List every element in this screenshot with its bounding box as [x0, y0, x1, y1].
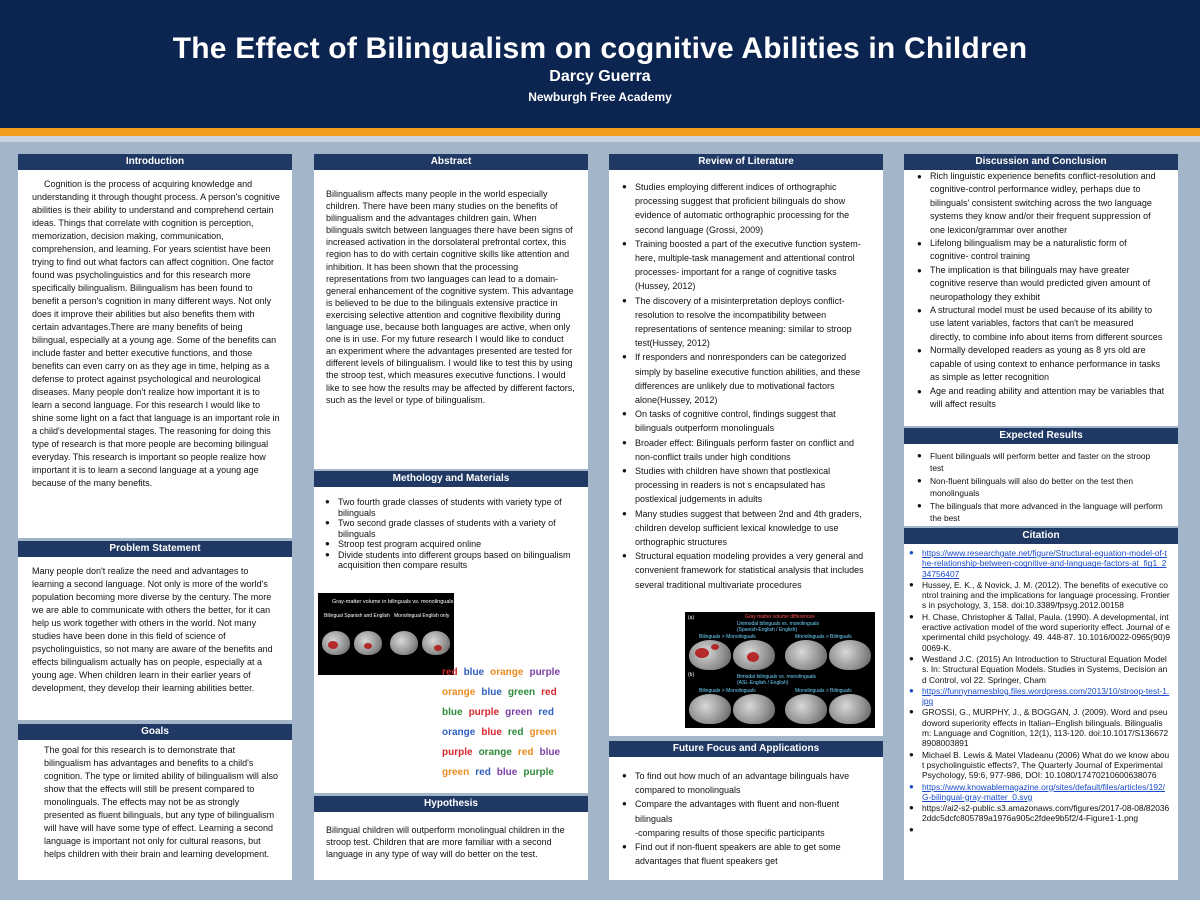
list-item-subtext: -comparing results of those specific participants	[635, 827, 825, 838]
abstract-panel	[314, 170, 588, 469]
abstract-text: Bilingualism affects many people in the world especially children. There have been many studies on the benefits of bilingualism and the advantages children gain. When bilinguals switch between languages there have been signs of increased activation in the dorsolateral prefrontal cortex, this region has to do with certain cognitive skills like attention and inhibition. It has been shown that the processing representations from two languages can lead to a domain-general enhancement of the cognitive system. This advantage is believed to be due to the bilinguals extensive practice in exercising selective attention and cognitive flexibility during language use, because both languages are active, when only one is in use. For my future research I would like to conduct an experiment where the advantages presented are tested for different levels of bilingualism. I would like to test this by using the stroop test, which measures executive functions. I would like to see how the results may be affected by different factors, such as the level or type of bilingualism.	[326, 189, 575, 405]
list-item-text: Compare the advantages with fluent and non-fluent bilinguals	[635, 799, 840, 824]
list-item: ● Rich linguistic experience benefits conflict-resolution and cognitive-control performance widley, perhaps due to bilinguals' consistent switching across the two language systems they know and/or their frequent suppression of one lexicon/grammar over another	[916, 170, 1166, 237]
stroop-word: red	[517, 747, 534, 758]
brain-image	[322, 631, 350, 655]
citation-item[interactable]: ● https://funnynamesblog.files.wordpress.com/2013/10/stroop-test-1.jpg	[908, 686, 1170, 707]
methodology-list	[314, 487, 588, 571]
review-list	[609, 170, 883, 592]
list-item	[621, 797, 869, 840]
list-item: ● On tasks of cognitive control, findings suggest that bilinguals outperform monolinguals	[621, 407, 869, 435]
stroop-row	[442, 763, 566, 783]
citation-item: ● Michael B. Lewis & Matei Vladeanu (2006) What do we know about psycholinguistic effects?, The Quarterly Journal of Experimental Psychology, 59:6, 977-986, DOI: 10.1080/17470210600638076	[908, 750, 1170, 781]
list-item: ● Two fourth grade classes of students with variety type of bilinguals	[324, 497, 576, 518]
stroop-row	[442, 723, 566, 743]
goals-heading: Goals	[18, 724, 292, 740]
discussion-list	[904, 170, 1178, 411]
stroop-word: red	[541, 687, 557, 698]
stroop-word: green	[529, 727, 557, 738]
stroop-word: purple	[442, 747, 473, 758]
list-item: ● To find out how much of an advantage bilinguals have compared to monolinguals	[621, 769, 869, 797]
expected-list	[904, 444, 1178, 524]
stroop-word: blue	[442, 707, 463, 718]
brain-image	[785, 640, 827, 670]
figure-title: Gray matter volume differences	[745, 614, 815, 620]
list-item: ● The implication is that bilinguals may have greater cognitive reserve than would predicted given amount of neuropathology they exhibit	[916, 264, 1166, 304]
list-item: ● Structural equation modeling provides a very general and convenient framework for statistical analysis that includes several traditional multivariate procedures	[621, 549, 869, 592]
panel-a-subtitle: Unimodal bilinguals vs. monolinguals (Spanish-English / English)	[737, 621, 819, 633]
problem-heading: Problem Statement	[18, 541, 292, 557]
panel-b-left-label: Bilinguals > Monolinguals	[699, 688, 756, 694]
brain-image	[733, 640, 775, 670]
brain-image	[829, 694, 871, 724]
stroop-word: red	[507, 727, 524, 738]
citation-item: ● https://ai2-s2-public.s3.amazonaws.com/figures/2017-08-08/820362ddc5dcfc805789a1976a905c2fdee9b5f2/4-Figure1-1.png	[908, 803, 1170, 824]
citation-item[interactable]: ● https://www.knowablemagazine.org/sites/default/files/articles/192/G-bilingual-gray-matter_0.svg	[908, 782, 1170, 803]
list-item: ● Find out if non-fluent speakers are able to get some advantages that fluent speakers get	[621, 840, 869, 868]
list-item: ● The discovery of a misinterpretation deploys conflict-resolution to resolve the incompatibility between representations of sentence meaning: similar to stroop test(Hussey, 2012)	[621, 294, 869, 351]
list-item: ● Non-fluent bilinguals will also do better on the test then monolinguals	[916, 475, 1166, 500]
figure-right-label: Monolingual English only	[394, 613, 450, 619]
stroop-word: orange	[478, 747, 512, 758]
figure-left-label: Bilingual Spanish and English	[324, 613, 390, 619]
introduction-panel	[18, 170, 292, 538]
list-item: ● Broader effect: Bilinguals perform faster on conflict and non-conflict trails under high conditions	[621, 436, 869, 464]
brain-image	[689, 694, 731, 724]
stroop-word: orange	[490, 667, 524, 678]
hypothesis-heading: Hypothesis	[314, 796, 588, 812]
list-item: ● Divide students into different groups based on bilingualism acquisition then compare results	[324, 550, 576, 571]
review-heading: Review of Literature	[609, 154, 883, 170]
list-item: ● Studies with children have shown that postlexical processing in readers is not s encapsulated has postlexical judgements in adults	[621, 464, 869, 507]
methodology-panel	[314, 487, 588, 793]
list-item: ● The bilinguals that more advanced in the language will perform the best	[916, 500, 1166, 525]
stroop-row	[442, 663, 566, 683]
stroop-row	[442, 743, 566, 763]
stroop-word: purple	[468, 707, 500, 718]
future-panel	[609, 757, 883, 880]
citation-item: ● GROSSI, G., MURPHY, J., & BOGGAN, J. (2009). Word and pseudoword superiority effects in Italian–English bilinguals. Bilingualism: Language and Cognition, 12(1), 113-120. doi:10.1017/S1366728908003891	[908, 707, 1170, 748]
gray-matter-figure	[318, 593, 454, 675]
school-name: Newburgh Free Academy	[528, 90, 672, 104]
discussion-panel	[904, 170, 1178, 426]
stroop-row	[442, 703, 566, 723]
list-item: ● Lifelong bilingualism may be a naturalistic form of cognitive- control training	[916, 237, 1166, 264]
stroop-word: green	[442, 767, 470, 778]
panel-a-right-label: Monolinguals > Bilinguals	[795, 634, 852, 640]
stroop-word: orange	[442, 687, 476, 698]
introduction-text: Cognition is the process of acquiring knowledge and understanding it through thought process. A person's cognitive abilities is their ability to understand and comprehend certain ideas. Things that correlate with cognition is perception, memorization, decision making, communication, comprehension, and learning. For years scientist have been trying to find out what factors can affect cognition. One factor found was psycholinguistics and for this research more specifically bilingualism. Bilingualism has been found to benefit a person's cognition in many different ways. Not only does it improve their abilities but also benefits them with certain advantages.There are many benefits of being bilingual, especially at a young age. Some of the benefits can include faster and better executive functions, and those benefits can even carry on as they age in time, helping as a defense to protect against psychological and neurological diseases. Many people don't realize how important it is to learn a second language. For this research I would like to shine some light on a fact that language is an important role in a child's developmental stages. The reasoning for doing this type of research is that more people are becoming bilingual everyday. This research is important so people realize how important it is to learn a second language at a young age because of the many benefits.	[32, 179, 280, 488]
stroop-word: green	[505, 707, 533, 718]
stroop-word: red	[475, 767, 491, 778]
poster-title: The Effect of Bilingualism on cognitive Abilities in Children	[172, 32, 1028, 65]
future-heading: Future Focus and Applications	[609, 741, 883, 757]
brain-image	[829, 640, 871, 670]
brain-image	[733, 694, 775, 724]
problem-panel	[18, 557, 292, 720]
author-name: Darcy Guerra	[549, 68, 651, 85]
citation-item[interactable]: ● https://www.researchgate.net/figure/Structural-equation-model-of-the-relationship-between-cognitive-and-language-factors-at_fig1_234756407	[908, 548, 1170, 579]
abstract-heading: Abstract	[314, 154, 588, 170]
problem-text: Many people don't realize the need and advantages to learning a second language. Not only is more of the world's population becoming more diverse by the century. The more we are able to communicate with others the better, for it can help us work together with others in the world. Not many studies have been done in this field of science of psycholinguistics, so not many are aware of the benefits and effects bilingualism actually has on people, especially at a young age. When children learn in their earlier years of development, they develop their learning abilities better.	[32, 566, 273, 693]
discussion-heading: Discussion and Conclusion	[904, 154, 1178, 170]
goals-panel	[18, 740, 292, 880]
poster-banner	[0, 0, 1200, 128]
panel-b-right-label: Monolinguals > Bilinguals	[795, 688, 852, 694]
stroop-word: purple	[529, 667, 561, 678]
list-item: ● Two second grade classes of students with a variety of bilinguals	[324, 518, 576, 539]
citation-heading: Citation	[904, 528, 1178, 544]
list-item: ● Training boosted a part of the executive function system- here, multiple-task management and attentional control processes- important for a range of cognitive tasks (Hussey, 2012)	[621, 237, 869, 294]
accent-stripe	[0, 128, 1200, 136]
stroop-word: blue	[481, 727, 502, 738]
brain-image	[689, 640, 731, 670]
list-item: ● If responders and nonresponders can be categorized simply by baseline executive function abilities, and these differences are unlikely due to motivational factors alone(Hussey, 2012)	[621, 350, 869, 407]
brain-image	[422, 631, 450, 655]
expected-panel	[904, 444, 1178, 526]
panel-b-subtitle: Bimodal bilinguals vs. monolinguals (ASL-English / English)	[737, 674, 816, 686]
stroop-test-figure	[442, 663, 566, 783]
divider-stripe	[0, 136, 1200, 142]
list-item: ● Fluent bilinguals will perform better and faster on the stroop test	[916, 450, 1166, 475]
hypothesis-panel	[314, 812, 588, 880]
brain-image	[390, 631, 418, 655]
list-item: ● Age and reading ability and attention may be variables that will affect results	[916, 385, 1166, 412]
brain-image	[785, 694, 827, 724]
citation-item: ● Westland J.C. (2015) An Introduction to Structural Equation Models. In: Structural Equation Models. Studies in Systems, Decision and Control, vol 22. Springer, Cham	[908, 654, 1170, 685]
stroop-word: blue	[481, 687, 502, 698]
stroop-word: red	[442, 667, 458, 678]
stroop-word: red	[538, 707, 554, 718]
methodology-heading: Methology and Materials	[314, 471, 588, 487]
future-list	[609, 757, 883, 868]
list-item: ● Studies employing different indices of orthographic processing suggest that proficient bilinguals do show evidence of automatic orthographic processing for the second language (Grossi, 2009)	[621, 180, 869, 237]
stroop-word: blue	[496, 767, 518, 778]
citation-item: ● H. Chase, Christopher & Tallal, Paula. (1990). A developmental, interactive activation model of the word superiority effect. Journal of experimental child psychology. 49. 448-87. 10.1016/0022-0965(90)90069-K.	[908, 612, 1170, 653]
list-item: ● Many studies suggest that between 2nd and 4th graders, children develop sufficient lexical knowledge to use orthographic structures	[621, 507, 869, 550]
brain-image	[354, 631, 382, 655]
goals-text: The goal for this research is to demonstrate that bilingualism has advantages and benefits to a child's cognition. The type or limited ability of bilingualism will also show that the effects will still be present compared to monolinguals. The effects may not be as strongly presented as fluent bilinguals, but any type of bilingualism will have will have some type of effect. Learning a second language is important not only for cultural reasons, but helps children with their brain and learning development.	[44, 745, 278, 859]
panel-a-tag: (a)	[688, 615, 695, 621]
list-item: ● Normally developed readers as young as 8 yrs old are capable of using context to enhance performance in tasks as simple as letter recognition	[916, 344, 1166, 384]
stroop-word: green	[507, 687, 536, 698]
stroop-word: purple	[523, 767, 554, 778]
stroop-row	[442, 683, 566, 703]
figure-title: Gray-matter volume in bilinguals vs. monolinguals	[332, 599, 454, 605]
stroop-word: blue	[539, 747, 561, 758]
expected-heading: Expected Results	[904, 428, 1178, 444]
panel-a-left-label: Bilinguals > Monolinguals	[699, 634, 756, 640]
list-item: ● Stroop test program acquired online	[324, 539, 576, 550]
citation-panel	[904, 544, 1178, 880]
citation-item: ● Hussey, E. K., & Novick, J. M. (2012). The benefits of executive control training and the implications for language processing. Frontiers in psychology, 3, 158. doi:10.3389/fpsyg.2012.00158	[908, 580, 1170, 611]
stroop-word: orange	[442, 727, 476, 738]
stroop-word: blue	[463, 667, 485, 678]
introduction-heading: Introduction	[18, 154, 292, 170]
review-panel	[609, 170, 883, 736]
list-item: ● A structural model must be used because of its ability to use latent variables, factors that can't be measured directly, to combine info about items from different sources	[916, 304, 1166, 344]
brain-comparison-figure	[685, 612, 875, 728]
citation-list	[904, 544, 1178, 824]
hypothesis-text: Bilingual children will outperform monolingual children in the stroop test. Children that are more familiar with a second language in any type of way will do better on the test.	[326, 825, 565, 859]
panel-b-tag: (b)	[688, 672, 695, 678]
